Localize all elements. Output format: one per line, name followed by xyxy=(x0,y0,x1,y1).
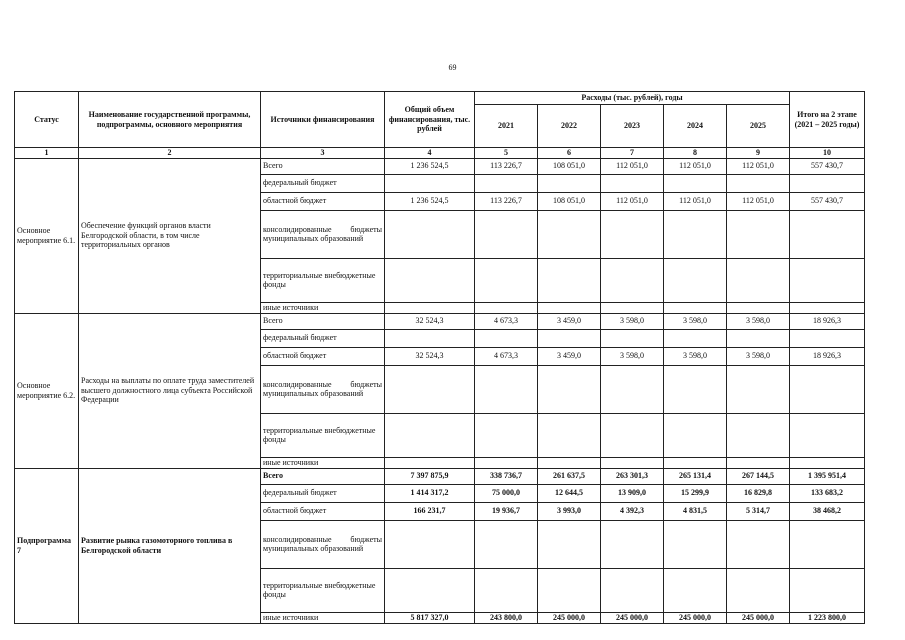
year-2023-cell: 263 301,3 xyxy=(601,468,664,484)
total-cell xyxy=(385,568,475,612)
source-cell: Всего xyxy=(261,158,385,174)
table-row xyxy=(15,313,865,329)
header-total: Общий объем финансирования, тыс. рублей xyxy=(385,92,475,148)
itogo-cell: 133 683,2 xyxy=(790,484,865,502)
page-number: 69 xyxy=(448,63,457,72)
status-cell: Подпрограмма 7 xyxy=(15,468,79,623)
year-2021-cell: 4 673,3 xyxy=(475,347,538,365)
year-2023-cell xyxy=(601,520,664,568)
total-cell: 7 397 875,9 xyxy=(385,468,475,484)
year-2025-cell: 245 000,0 xyxy=(727,612,790,623)
year-2021-cell: 113 226,7 xyxy=(475,192,538,210)
source-cell: территориальные внебюджетные фонды xyxy=(261,413,385,457)
column-number: 8 xyxy=(664,148,727,159)
source-cell: иные источники xyxy=(261,457,385,468)
header-expenses: Расходы (тыс. рублей), годы xyxy=(475,92,790,105)
column-number: 10 xyxy=(790,148,865,159)
source-cell: областной бюджет xyxy=(261,347,385,365)
itogo-cell xyxy=(790,457,865,468)
column-number: 3 xyxy=(261,148,385,159)
year-2023-cell: 245 000,0 xyxy=(601,612,664,623)
year-2024-cell: 245 000,0 xyxy=(664,612,727,623)
total-cell: 32 524,3 xyxy=(385,313,475,329)
year-2022-cell xyxy=(538,258,601,302)
year-2021-cell: 19 936,7 xyxy=(475,502,538,520)
year-2021-cell xyxy=(475,174,538,192)
year-2025-cell: 3 598,0 xyxy=(727,313,790,329)
year-2023-cell: 3 598,0 xyxy=(601,313,664,329)
year-2021-cell: 243 800,0 xyxy=(475,612,538,623)
itogo-cell xyxy=(790,258,865,302)
source-cell: территориальные внебюджетные фонды xyxy=(261,568,385,612)
year-2023-cell xyxy=(601,413,664,457)
source-cell: областной бюджет xyxy=(261,502,385,520)
itogo-cell: 18 926,3 xyxy=(790,313,865,329)
year-2023-cell: 3 598,0 xyxy=(601,347,664,365)
year-2024-cell xyxy=(664,210,727,258)
year-2022-cell: 3 459,0 xyxy=(538,313,601,329)
source-cell: федеральный бюджет xyxy=(261,174,385,192)
column-number: 1 xyxy=(15,148,79,159)
source-cell: областной бюджет xyxy=(261,192,385,210)
year-2021-cell: 338 736,7 xyxy=(475,468,538,484)
total-cell xyxy=(385,174,475,192)
year-2021-cell xyxy=(475,457,538,468)
total-cell xyxy=(385,329,475,347)
total-cell: 1 414 317,2 xyxy=(385,484,475,502)
year-2023-cell xyxy=(601,329,664,347)
itogo-cell: 38 468,2 xyxy=(790,502,865,520)
header-name: Наименование государственной программы, подпрограммы, основного мероприятия xyxy=(79,92,261,148)
year-2022-cell xyxy=(538,365,601,413)
measure-name-cell: Расходы на выплаты по оплате труда заместителей высшего должностного лица субъекта Российской Федерации xyxy=(79,313,261,468)
year-2025-cell xyxy=(727,457,790,468)
total-cell xyxy=(385,365,475,413)
year-2025-cell: 5 314,7 xyxy=(727,502,790,520)
year-2025-cell xyxy=(727,258,790,302)
year-2025-cell xyxy=(727,210,790,258)
column-number: 2 xyxy=(79,148,261,159)
status-cell: Основное мероприятие 6.1. xyxy=(15,158,79,313)
year-2025-cell xyxy=(727,365,790,413)
year-2023-cell: 112 051,0 xyxy=(601,192,664,210)
status-cell: Основное мероприятие 6.2. xyxy=(15,313,79,468)
year-2024-cell xyxy=(664,568,727,612)
itogo-cell xyxy=(790,568,865,612)
year-2023-cell: 112 051,0 xyxy=(601,158,664,174)
total-cell: 166 231,7 xyxy=(385,502,475,520)
itogo-cell xyxy=(790,413,865,457)
column-number: 5 xyxy=(475,148,538,159)
year-2023-cell xyxy=(601,174,664,192)
source-cell: Всего xyxy=(261,468,385,484)
year-2025-cell xyxy=(727,520,790,568)
year-2021-cell xyxy=(475,568,538,612)
header-year: 2023 xyxy=(601,105,664,148)
year-2025-cell xyxy=(727,174,790,192)
year-2024-cell: 4 831,5 xyxy=(664,502,727,520)
total-cell: 1 236 524,5 xyxy=(385,192,475,210)
year-2025-cell: 112 051,0 xyxy=(727,192,790,210)
year-2023-cell xyxy=(601,568,664,612)
year-2024-cell: 112 051,0 xyxy=(664,158,727,174)
table-row xyxy=(15,158,865,174)
year-2023-cell xyxy=(601,258,664,302)
itogo-cell: 557 430,7 xyxy=(790,192,865,210)
year-2021-cell: 75 000,0 xyxy=(475,484,538,502)
source-cell: иные источники xyxy=(261,612,385,623)
total-cell xyxy=(385,258,475,302)
year-2022-cell: 261 637,5 xyxy=(538,468,601,484)
total-cell xyxy=(385,302,475,313)
year-2024-cell xyxy=(664,174,727,192)
source-cell: федеральный бюджет xyxy=(261,329,385,347)
year-2024-cell xyxy=(664,258,727,302)
year-2022-cell xyxy=(538,520,601,568)
year-2022-cell: 3 993,0 xyxy=(538,502,601,520)
column-number: 4 xyxy=(385,148,475,159)
column-number: 7 xyxy=(601,148,664,159)
year-2022-cell xyxy=(538,210,601,258)
column-number: 9 xyxy=(727,148,790,159)
year-2021-cell xyxy=(475,413,538,457)
total-cell: 5 817 327,0 xyxy=(385,612,475,623)
year-2022-cell xyxy=(538,457,601,468)
column-number: 6 xyxy=(538,148,601,159)
year-2022-cell: 108 051,0 xyxy=(538,192,601,210)
year-2023-cell: 4 392,3 xyxy=(601,502,664,520)
year-2024-cell: 3 598,0 xyxy=(664,313,727,329)
itogo-cell: 1 223 800,0 xyxy=(790,612,865,623)
year-2021-cell xyxy=(475,329,538,347)
year-2024-cell xyxy=(664,329,727,347)
year-2023-cell xyxy=(601,365,664,413)
year-2022-cell xyxy=(538,413,601,457)
year-2025-cell: 3 598,0 xyxy=(727,347,790,365)
year-2021-cell xyxy=(475,210,538,258)
year-2025-cell: 112 051,0 xyxy=(727,158,790,174)
source-cell: Всего xyxy=(261,313,385,329)
header-year: 2024 xyxy=(664,105,727,148)
measure-name-cell: Обеспечение функций органов власти Белгородской области, в том числе территориальных органов xyxy=(79,158,261,313)
year-2023-cell: 13 909,0 xyxy=(601,484,664,502)
measure-name-cell: Развитие рынка газомоторного топлива в Белгородской области xyxy=(79,468,261,623)
header-year: 2021 xyxy=(475,105,538,148)
year-2022-cell xyxy=(538,329,601,347)
year-2022-cell xyxy=(538,174,601,192)
header-status: Статус xyxy=(15,92,79,148)
year-2024-cell xyxy=(664,365,727,413)
year-2022-cell: 3 459,0 xyxy=(538,347,601,365)
year-2023-cell xyxy=(601,302,664,313)
year-2025-cell xyxy=(727,568,790,612)
source-cell: иные источники xyxy=(261,302,385,313)
total-cell xyxy=(385,413,475,457)
total-cell: 1 236 524,5 xyxy=(385,158,475,174)
year-2021-cell xyxy=(475,302,538,313)
year-2024-cell: 3 598,0 xyxy=(664,347,727,365)
itogo-cell xyxy=(790,174,865,192)
total-cell xyxy=(385,457,475,468)
header-year: 2022 xyxy=(538,105,601,148)
year-2023-cell xyxy=(601,210,664,258)
total-cell xyxy=(385,520,475,568)
year-2024-cell xyxy=(664,413,727,457)
itogo-cell: 557 430,7 xyxy=(790,158,865,174)
itogo-cell: 1 395 951,4 xyxy=(790,468,865,484)
year-2021-cell: 113 226,7 xyxy=(475,158,538,174)
itogo-cell xyxy=(790,365,865,413)
year-2024-cell xyxy=(664,520,727,568)
year-2022-cell xyxy=(538,568,601,612)
year-2021-cell xyxy=(475,365,538,413)
total-cell xyxy=(385,210,475,258)
year-2024-cell xyxy=(664,457,727,468)
itogo-cell xyxy=(790,329,865,347)
year-2023-cell xyxy=(601,457,664,468)
itogo-cell xyxy=(790,210,865,258)
year-2021-cell xyxy=(475,258,538,302)
source-cell: консолидированные бюджеты муниципальных образований xyxy=(261,520,385,568)
year-2025-cell: 267 144,5 xyxy=(727,468,790,484)
itogo-cell: 18 926,3 xyxy=(790,347,865,365)
year-2024-cell xyxy=(664,302,727,313)
total-cell: 32 524,3 xyxy=(385,347,475,365)
header-year: 2025 xyxy=(727,105,790,148)
source-cell: территориальные внебюджетные фонды xyxy=(261,258,385,302)
year-2022-cell: 245 000,0 xyxy=(538,612,601,623)
source-cell: консолидированные бюджеты муниципальных образований xyxy=(261,365,385,413)
itogo-cell xyxy=(790,520,865,568)
year-2025-cell xyxy=(727,329,790,347)
year-2024-cell: 15 299,9 xyxy=(664,484,727,502)
table-row xyxy=(15,468,865,484)
year-2022-cell: 12 644,5 xyxy=(538,484,601,502)
header-itogo: Итого на 2 этапе (2021 – 2025 годы) xyxy=(790,92,865,148)
itogo-cell xyxy=(790,302,865,313)
year-2025-cell: 16 829,8 xyxy=(727,484,790,502)
year-2022-cell: 108 051,0 xyxy=(538,158,601,174)
source-cell: федеральный бюджет xyxy=(261,484,385,502)
year-2025-cell xyxy=(727,413,790,457)
year-2024-cell: 265 131,4 xyxy=(664,468,727,484)
header-sources: Источники финансирования xyxy=(261,92,385,148)
year-2021-cell: 4 673,3 xyxy=(475,313,538,329)
year-2025-cell xyxy=(727,302,790,313)
table-body xyxy=(15,158,865,623)
financing-table xyxy=(14,91,865,624)
year-2021-cell xyxy=(475,520,538,568)
source-cell: консолидированные бюджеты муниципальных образований xyxy=(261,210,385,258)
year-2024-cell: 112 051,0 xyxy=(664,192,727,210)
year-2022-cell xyxy=(538,302,601,313)
